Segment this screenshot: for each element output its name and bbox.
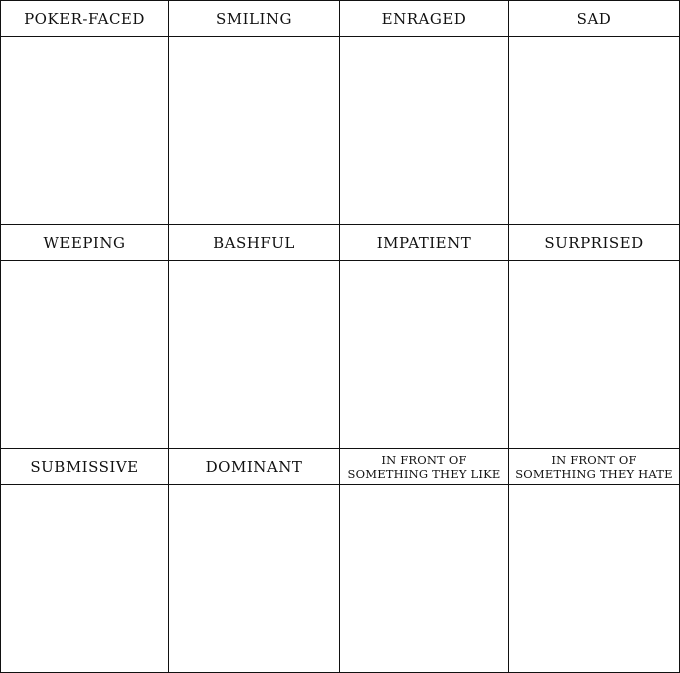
panel-label — [509, 449, 679, 485]
drawing-area — [169, 485, 339, 672]
panel-label: SUBMISSIVE — [1, 449, 168, 485]
drawing-area — [1, 261, 168, 448]
panel-label-line: SOMETHING THEY LIKE — [347, 466, 501, 481]
panel-label-line: IN FRONT OF — [551, 452, 637, 467]
panel-poker-faced — [1, 1, 169, 225]
panel-dominant — [169, 449, 340, 673]
panel-impatient — [340, 225, 509, 449]
panel-label — [340, 449, 508, 485]
panel-smiling — [169, 1, 340, 225]
panel-label: POKER-FACED — [1, 1, 168, 37]
panel-label: DOMINANT — [169, 449, 339, 485]
panel-label: SAD — [509, 1, 679, 37]
drawing-area — [509, 485, 679, 672]
panel-label-line: SOMETHING THEY HATE — [515, 466, 673, 481]
drawing-area — [340, 37, 508, 224]
panel-surprised — [509, 225, 680, 449]
panel-weeping — [1, 225, 169, 449]
panel-submissive — [1, 449, 169, 673]
panel-label: ENRAGED — [340, 1, 508, 37]
drawing-area — [340, 485, 508, 672]
drawing-area — [1, 485, 168, 672]
panel-label: SMILING — [169, 1, 339, 37]
panel-in-front-of-something-they-hate — [509, 449, 680, 673]
panel-bashful — [169, 225, 340, 449]
panel-label: SURPRISED — [509, 225, 679, 261]
drawing-area — [509, 37, 679, 224]
grid-row — [1, 449, 680, 673]
drawing-area — [169, 261, 339, 448]
panel-sad — [509, 1, 680, 225]
grid-row — [1, 1, 680, 225]
drawing-area — [1, 37, 168, 224]
drawing-area — [509, 261, 679, 448]
panel-label: WEEPING — [1, 225, 168, 261]
drawing-area — [340, 261, 508, 448]
panel-label-line: IN FRONT OF — [381, 452, 467, 467]
panel-enraged — [340, 1, 509, 225]
drawing-area — [169, 37, 339, 224]
grid-row — [1, 225, 680, 449]
panel-in-front-of-something-they-like — [340, 449, 509, 673]
panel-label: BASHFUL — [169, 225, 339, 261]
panel-label: IMPATIENT — [340, 225, 508, 261]
